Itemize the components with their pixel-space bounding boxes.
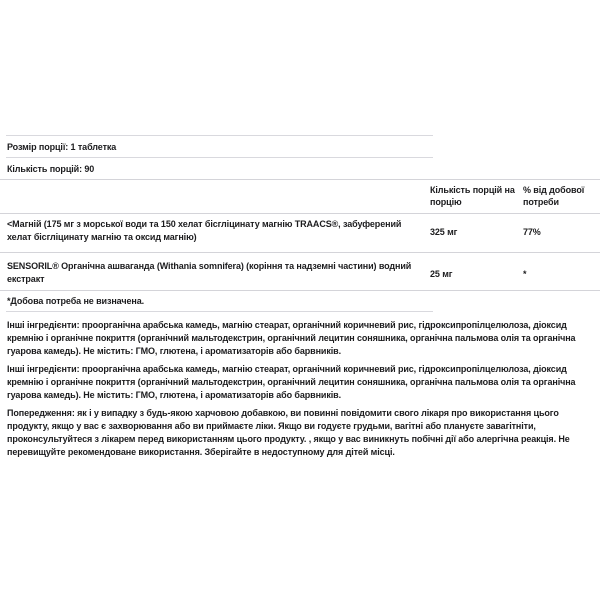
divider-footnote xyxy=(6,311,433,312)
divider-row-2 xyxy=(0,290,600,291)
divider-top xyxy=(6,135,433,136)
amount-per-serving-column-header: Кількість порцій на порцію xyxy=(430,185,515,207)
servings-per-container-label: Кількість порцій: 90 xyxy=(7,164,95,174)
ingredient-amount: 325 мг xyxy=(430,227,458,237)
other-ingredients-paragraph-repeat: Інші інгредієнти: проорганічна арабська камедь, магнію стеарат, органічний коричневий рис, гідроксипропілцелюлоза, діоксид кремнію і органічне покриття (органічний мальтодекстрин, органічний лецитин соняшника, органічна пальмова олія та органічна гуарова камедь). Не містить: ГМО, глютена, і ароматизаторів або барвників. xyxy=(7,364,576,400)
serving-size-label: Розмір порції: 1 таблетка xyxy=(7,142,117,152)
ingredient-daily-value: * xyxy=(523,269,527,279)
warning-paragraph: Попередження: як і у випадку з будь-якою харчовою добавкою, ви повинні повідомити свого лікаря про використання цього продукту, якщо у вас є захворювання або ви приймаєте ліки. Якщо ви годуєте грудьми, вагітні або плануєте завагітніти, проконсультуйтеся з лікарем перед використанням цього продукту. , якщо у вас виникнуть побічні дії або алергічна реакція. Не перевищуйте рекомендоване використання. Зберігайте в недоступному для дітей місці. xyxy=(7,408,570,457)
ingredient-amount: 25 мг xyxy=(430,269,453,279)
other-ingredients-paragraph: Інші інгредієнти: проорганічна арабська камедь, магнію стеарат, органічний коричневий рис, гідроксипропілцелюлоза, діоксид кремнію і органічне покриття (органічний мальтодекстрин, органічний лецитин соняшника, органічна пальмова олія та органічна гуарова камедь). Не містить: ГМО, глютена, і ароматизаторів або барвників. xyxy=(7,320,576,356)
ingredient-name: SENSORIL® Органічна ашваганда (Withania somnifera) (коріння та надземні частини) водний екстракт xyxy=(7,261,412,284)
divider-serving-size xyxy=(6,157,433,158)
divider-servings xyxy=(0,179,600,180)
ingredient-daily-value: 77% xyxy=(523,227,541,237)
divider-header xyxy=(0,213,600,214)
daily-value-footnote: *Добова потреба не визначена. xyxy=(7,296,145,306)
ingredient-name: <Магній (175 мг з морської води та 150 хелат бісгліцинату магнію TRAACS®, забуферений хелат бісгліцинату магнію та оксид магнію) xyxy=(7,219,402,242)
percent-daily-value-column-header: % від добової потреби xyxy=(523,185,585,207)
divider-row-1 xyxy=(0,252,600,253)
